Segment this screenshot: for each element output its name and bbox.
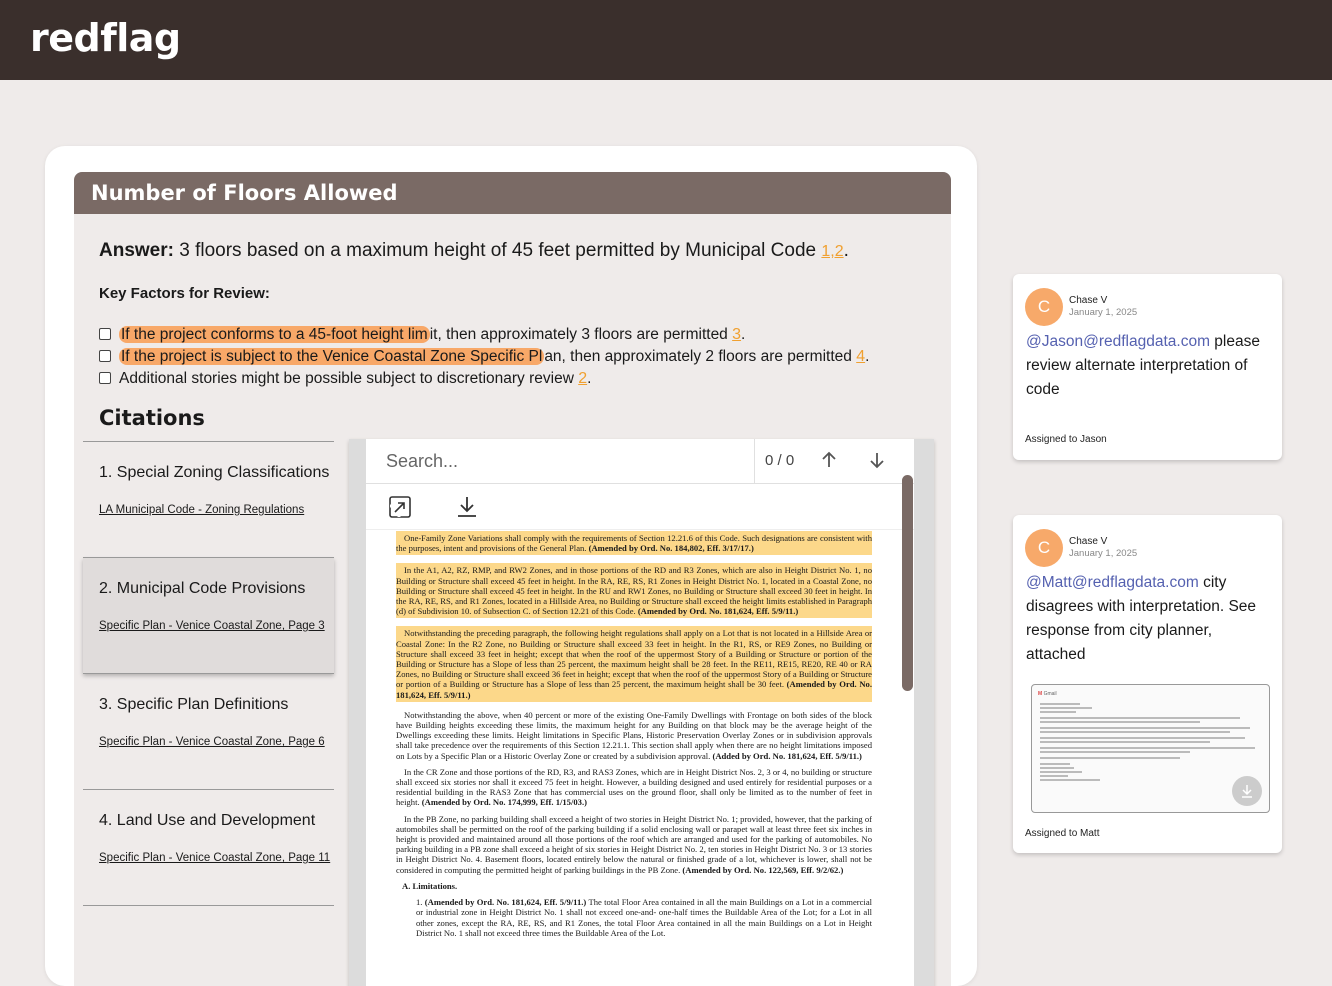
comment-author: Chase V xyxy=(1069,536,1108,547)
doc-paragraph-highlighted xyxy=(396,531,872,555)
document-page xyxy=(366,439,914,986)
attachment-line xyxy=(1040,727,1250,729)
factor-citation-link[interactable]: 4 xyxy=(856,348,866,365)
attachment-line xyxy=(1040,767,1074,769)
attachment-line xyxy=(1040,731,1230,733)
divider xyxy=(754,439,755,483)
citation-source-link[interactable]: Specific Plan - Venice Coastal Zone, Page 11 xyxy=(99,852,331,864)
citations-title: Citations xyxy=(99,406,205,430)
factor-text: it, then approximately 3 floors are permitted xyxy=(429,326,733,343)
doc-amendment: (Amended by Ord. No. 174,999, Eff. 1/15/03.) xyxy=(421,797,587,808)
factor-checkbox[interactable] xyxy=(99,328,111,340)
doc-paragraph-highlighted xyxy=(396,563,872,618)
doc-text: In the CR Zone and those portions of the RD, R3, and RAS3 Zones, which are in Height District Nos. 2, 3 or 4, no building or structure shall exceed six stories nor shall it exceed 75 feet in height. However, a building designed and used entirely for residential purposes or a residential building in the RAS3 Zone that has commercial uses on the ground floor, shall only be limited as to the number of feet in height. xyxy=(396,766,872,808)
main-card xyxy=(45,146,977,986)
factor-highlight: If the project conforms to a 45-foot height lim xyxy=(121,326,428,343)
factor-checkbox[interactable] xyxy=(99,372,111,384)
comment-author: Chase V xyxy=(1069,295,1108,306)
search-input[interactable] xyxy=(384,450,738,473)
attachment-app-label: Gmail xyxy=(1043,691,1057,697)
citation-source-link[interactable]: Specific Plan - Venice Coastal Zone, Page 3 xyxy=(99,620,325,632)
arrow-down-icon[interactable] xyxy=(866,449,888,471)
doc-amendment: (Amended by Ord. No. 184,802, Eff. 3/17/17.) xyxy=(588,543,754,554)
answer-citation-link[interactable]: 1,2 xyxy=(821,243,844,260)
attachment-line xyxy=(1040,707,1092,709)
panel-header xyxy=(74,172,951,214)
citation-title: 1. Special Zoning Classifications xyxy=(99,464,330,481)
answer-label: Answer: xyxy=(99,240,174,261)
doc-amendment: (Amended by Ord. No. 122,569, Eff. 9/2/62.) xyxy=(682,864,844,875)
doc-paragraph xyxy=(416,897,872,938)
citation-list xyxy=(83,441,334,907)
panel-title: Number of Floors Allowed xyxy=(91,181,398,205)
mention-link[interactable]: @Matt@redflagdata.com xyxy=(1026,574,1199,591)
citation-title: 3. Specific Plan Definitions xyxy=(99,696,289,713)
citation-source-link[interactable]: LA Municipal Code - Zoning Regulations xyxy=(99,504,305,516)
panel-body xyxy=(74,214,951,986)
factor-end: . xyxy=(865,348,870,365)
mention-link[interactable]: @Jason@redflagdata.com xyxy=(1026,333,1210,350)
attachment-line xyxy=(1040,737,1245,739)
doc-amendment: (Amended by Ord. No. 181,624, Eff. 5/9/11.) xyxy=(396,679,872,700)
attachment-line xyxy=(1040,703,1080,705)
doc-amendment: (Amended by Ord. No. 181,624, Eff. 5/9/11.) xyxy=(637,606,799,617)
factor-citation-link[interactable]: 2 xyxy=(578,370,588,387)
search-match-count: 0 / 0 xyxy=(765,452,795,469)
doc-heading xyxy=(402,881,872,891)
doc-amendment: (Added by Ord. No. 181,624, Eff. 5/9/11.) xyxy=(712,750,862,761)
doc-text: The total Floor Area contained in all the main Buildings on a Lot in a commercial or industrial zone in Height District No. 1 shall not exceed one-and- one-half times the Buildable Area of the Lot; for a Lot in all other zones, except the RA, RE, RS, and R1 Zones, the total Floor Area contained in all the main Buildings on a Lot in Height District No. 1 shall not exceed three times the Buildable Area of the Lot. xyxy=(416,897,873,938)
attachment-line xyxy=(1040,711,1076,713)
attachment-line xyxy=(1040,775,1068,777)
citation-item[interactable] xyxy=(83,789,334,905)
comment-body: city disagrees with interpretation. See response from city planner, attached xyxy=(1026,574,1257,663)
comment-date: January 1, 2025 xyxy=(1069,307,1138,318)
comment-assignee: Assigned to Jason xyxy=(1025,434,1107,445)
factor-highlight: If the project is subject to the Venice Coastal Zone Specific Pl xyxy=(121,348,543,365)
document-text xyxy=(396,531,872,944)
factor-citation-link[interactable]: 3 xyxy=(732,326,742,343)
factor-text: Additional stories might be possible subject to discretionary review xyxy=(119,370,579,387)
doc-paragraph xyxy=(396,814,872,875)
download-circle-icon[interactable] xyxy=(1232,776,1262,806)
comment-card[interactable] xyxy=(1013,274,1282,460)
citation-item[interactable] xyxy=(83,441,334,557)
citation-item-active[interactable] xyxy=(83,557,334,673)
attachment-line xyxy=(1040,751,1190,753)
attachment-line xyxy=(1040,763,1070,765)
attachment-line xyxy=(1040,741,1210,743)
attachment-line xyxy=(1040,717,1240,719)
attachment-line xyxy=(1040,747,1255,749)
comment-body: please review alternate interpretation of code xyxy=(1026,333,1260,398)
comment-text xyxy=(1026,330,1271,402)
viewer-scrollbar[interactable] xyxy=(902,475,913,691)
citation-item[interactable] xyxy=(83,673,334,789)
arrow-up-icon[interactable] xyxy=(818,449,840,471)
doc-number: 1. xyxy=(416,897,425,908)
comment-assignee: Assigned to Matt xyxy=(1025,828,1100,839)
app-logo[interactable]: redflag xyxy=(30,16,181,60)
factor-end: . xyxy=(587,370,592,387)
doc-amendment: (Amended by Ord. No. 181,624, Eff. 5/9/11.) xyxy=(424,897,587,908)
attachment-line xyxy=(1040,757,1180,759)
factor-text: an, then approximately 2 floors are permitted xyxy=(544,348,857,365)
doc-paragraph xyxy=(396,767,872,808)
document-viewer xyxy=(349,439,934,986)
doc-paragraph xyxy=(396,710,872,761)
key-factor-item xyxy=(99,326,745,344)
top-bar xyxy=(0,0,1332,80)
gmail-icon: M Gmail xyxy=(1038,691,1057,697)
doc-paragraph-highlighted xyxy=(396,626,872,701)
attachment-line xyxy=(1040,771,1082,773)
factor-end: . xyxy=(741,326,746,343)
attachment-line xyxy=(1040,779,1100,781)
doc-heading-text: A. Limitations. xyxy=(402,880,458,891)
comment-text xyxy=(1026,571,1271,667)
comment-date: January 1, 2025 xyxy=(1069,548,1138,559)
viewer-toolbar xyxy=(366,484,914,530)
citation-source-link[interactable]: Specific Plan - Venice Coastal Zone, Page 6 xyxy=(99,736,325,748)
citation-title: 2. Municipal Code Provisions xyxy=(99,580,306,597)
doc-text: One-Family Zone Variations shall comply with the requirements of Section 12.21.6 of this Code. Such designations are consistent with the purposes, intent and provisions of the General Plan. xyxy=(396,533,872,554)
attachment-line xyxy=(1040,721,1200,723)
factor-checkbox[interactable] xyxy=(99,350,111,362)
divider xyxy=(83,905,334,907)
email-attachment-thumbnail[interactable] xyxy=(1031,684,1270,813)
citation-title: 4. Land Use and Development xyxy=(99,812,316,829)
comment-card[interactable] xyxy=(1013,515,1282,853)
download-icon[interactable] xyxy=(454,494,480,520)
doc-text: In the PB Zone, no parking building shall exceed a height of two stories in Height District No. 1; provided, however, that the parking of automobiles shall be permitted on the roof of the parking building if a solid enclosing wall or parapet wall at least three feet six inches in height is provided and maintained around all those portions of the roof which are arranged and used for the parking of automobiles. No parking building in a PB zone shall exceed a height of six stories in Height District No. 2, ten stories in Height District No. 3 or 13 stories in Height District No. 4. Basement floors, located entirely below the natural or finished grade of a lot, whichever is lower, shall not be considered in computing the permitted height of parking buildings in the PB Zone. xyxy=(396,813,872,875)
avatar: C xyxy=(1025,288,1063,326)
expand-icon[interactable] xyxy=(387,494,413,520)
answer-text xyxy=(99,240,849,262)
doc-text: Notwithstanding the preceding paragraph, the following height regulations shall apply on a Lot that is not located in a Hillside Area or Coastal Zone: In the R2 Zone, no Building or Structure shall exceed 33 feet in height. In the R1, RS, or RE9 Zones, no Building or Structure shall exceed 33 feet in height; except that when the roof of the uppermost Story of a Building or Structure or portion of the Building or Structure has a Slope of less than 25 percent, the maximum height shall be 28 feet. In the RE11, RE15, RE20, RE 40 or RA Zones, no Building or Structure shall exceed 36 feet in height; except that when the roof of the uppermost Story of a Building or Structure or portion of a Building or Structure has a Slope of less than 25 percent, the maximum height shall be 30 feet. xyxy=(396,628,872,690)
doc-text: In the A1, A2, RZ, RMP, and RW2 Zones, and in those portions of the RD and R3 Zones, which are also in Height District No. 1, no Building or Structure shall exceed 45 feet in height. In the RA, RE, RS, R1 Zones in Height District No. 1, located in a Coastal Zone, no Building or Structure shall exceed 45 feet in height. In the RU and RW1 Zones, no Building or Structure shall exceed 30 feet in height. In the RA, RE, RS, and R1 Zones, located in a Hillside Area, no Building or Structure shall exceed the height limits established in Paragraph (d) of Subdivision 10. of Subsection C. of Section 12.21 of this Code. xyxy=(396,565,872,617)
answer-body: 3 floors based on a maximum height of 45 feet permitted by Municipal Code xyxy=(173,240,822,261)
answer-period: . xyxy=(843,240,849,261)
avatar: C xyxy=(1025,529,1063,567)
key-factor-item xyxy=(99,370,591,388)
doc-text: Notwithstanding the above, when 40 percent or more of the existing One-Family Dwellings with Frontage on both sides of the block have Building heights exceeding these limits, the maximum height for any Building on that block may be the average height of the Dwellings exceeding these limits. Height limitations in Specific Plans, Historic Preservation Overlay Zones or in subdivision approvals shall take precedence over the requirements of this Section 12.21.1. This section shall apply when there are no height limitations imposed on Lots by a Specific Plan or a Historic Overlay Zone or created by a subdivision approval. xyxy=(396,709,872,761)
key-factors-label: Key Factors for Review: xyxy=(99,285,270,302)
search-bar xyxy=(366,439,914,484)
key-factor-item xyxy=(99,348,869,366)
